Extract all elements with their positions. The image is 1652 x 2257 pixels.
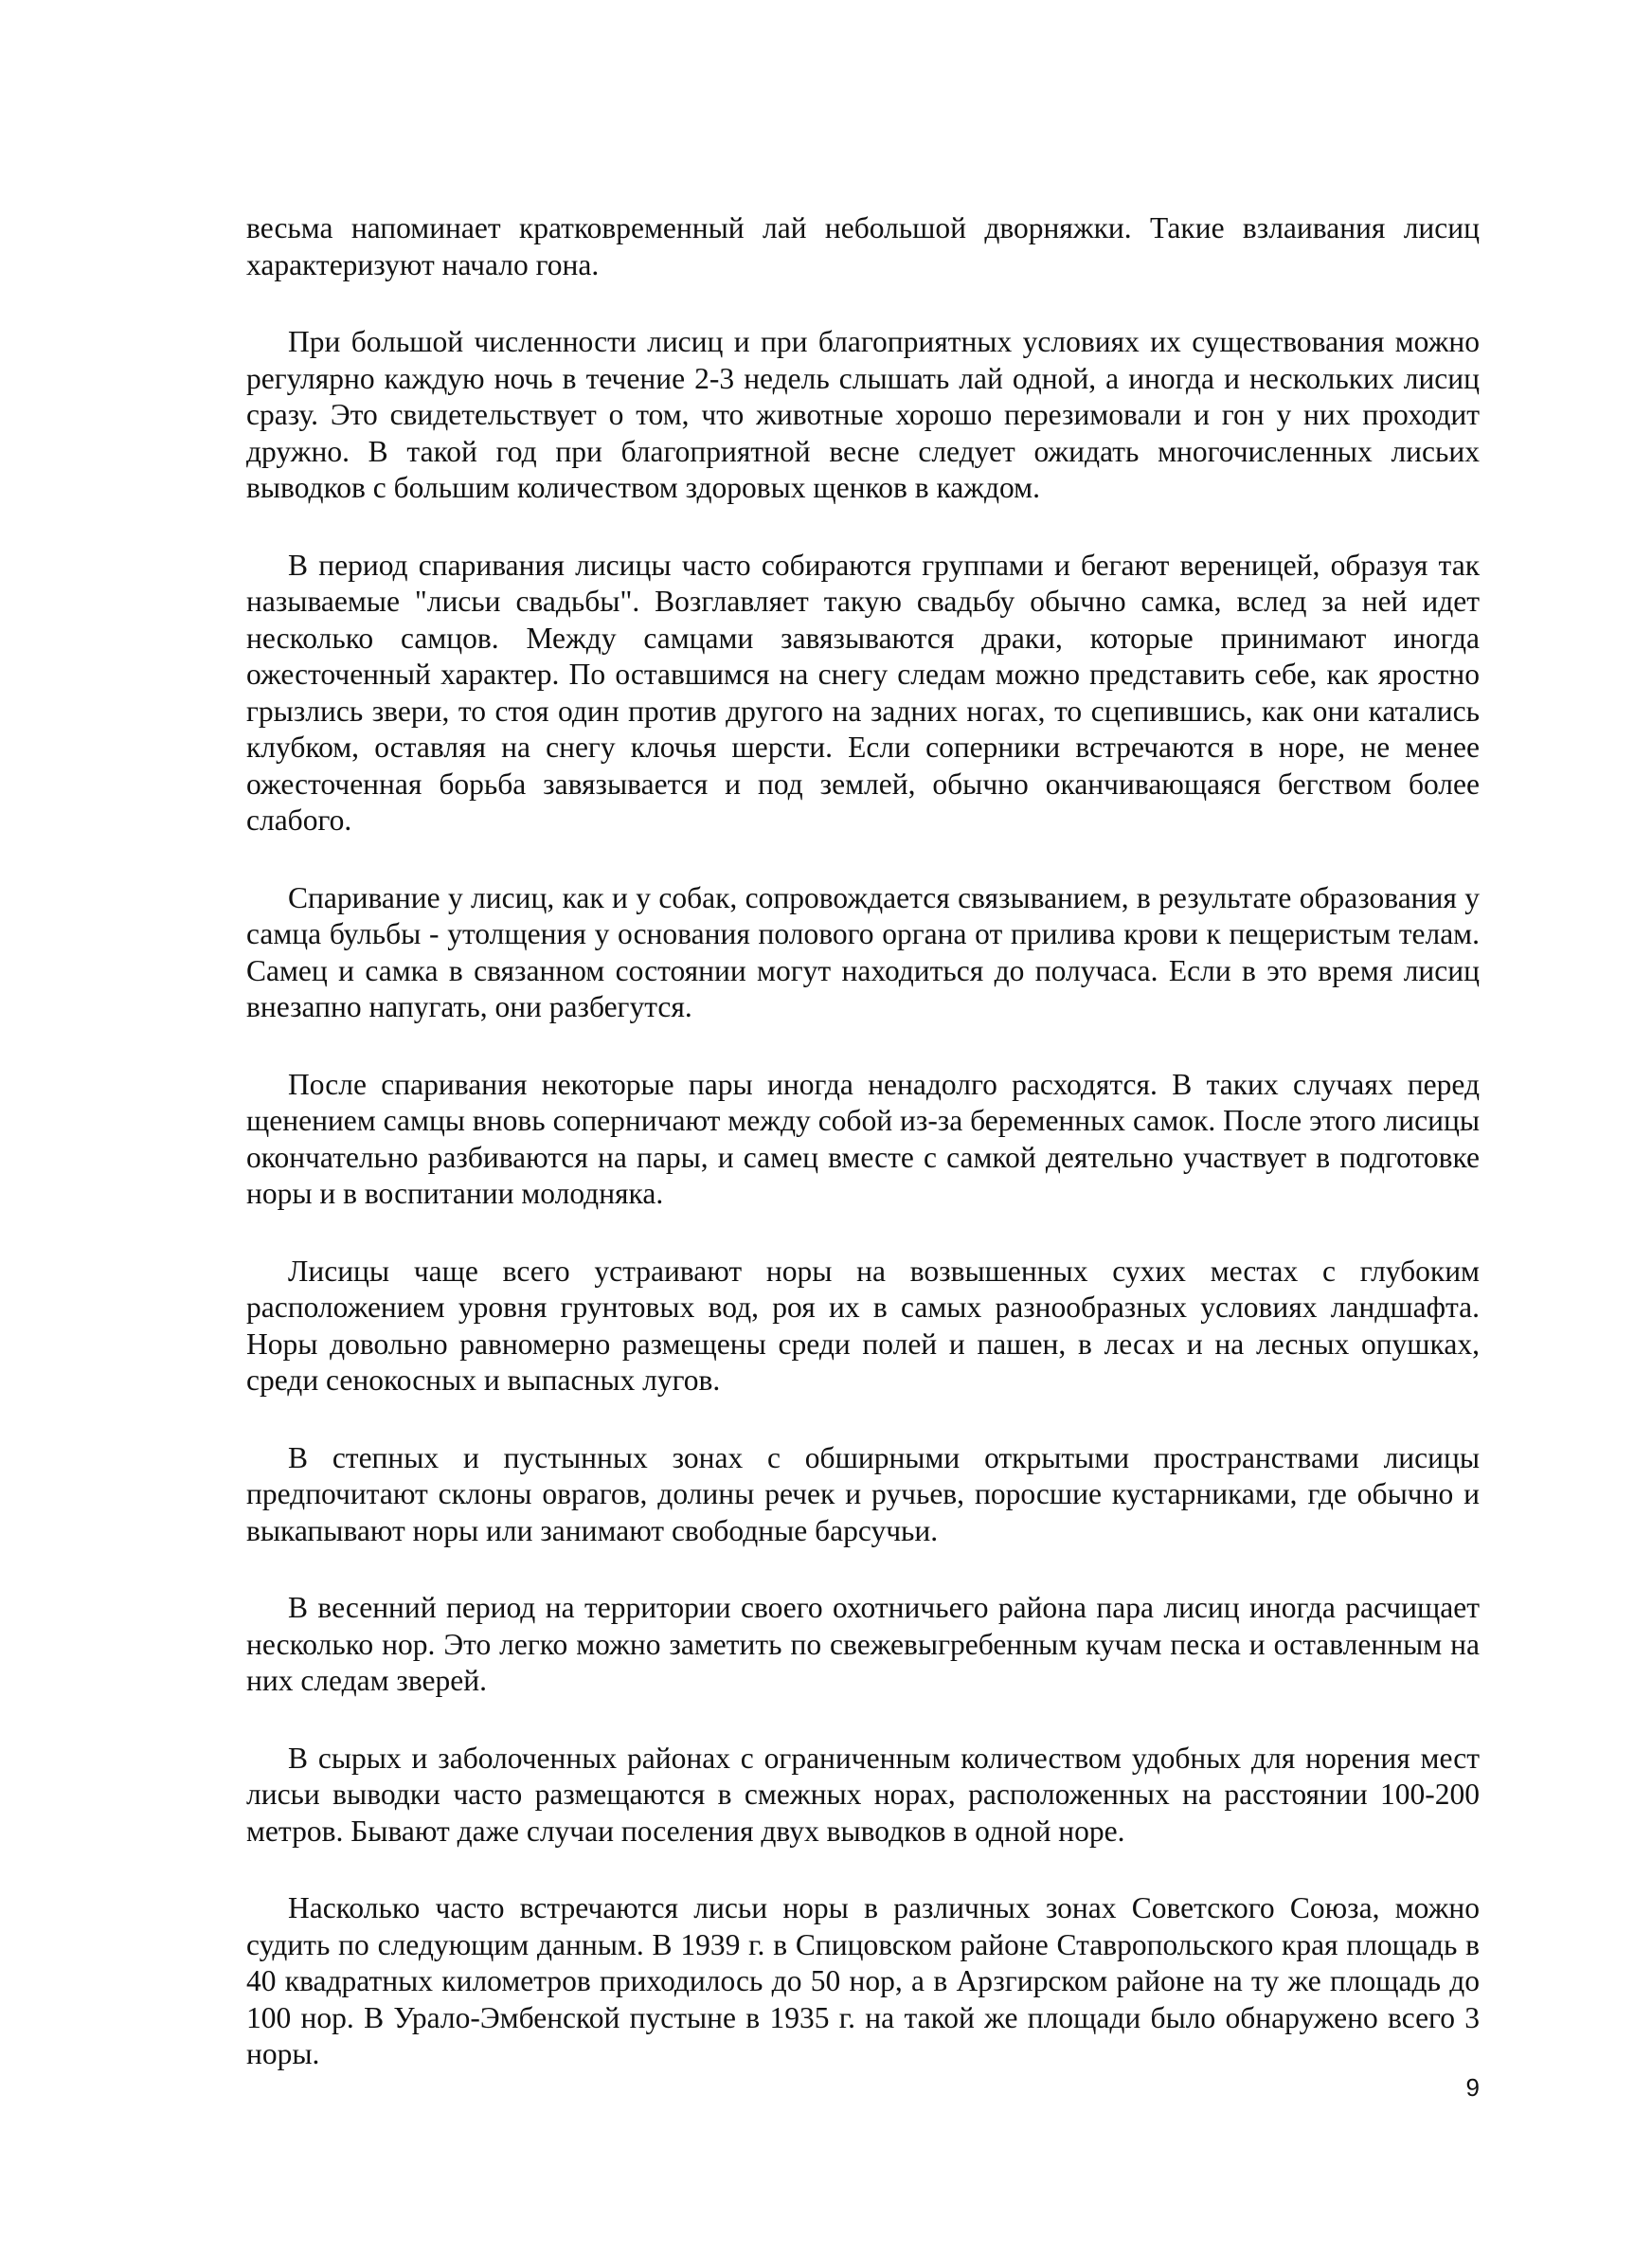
paragraph-3: В период спаривания лисицы часто собираются группами и бегают вереницей, образуя так называемые "лисьи свадьбы". Возглавляет такую свадьбу обычно самка, вслед за ней идет несколько самцов. Между самцами завязываются драки, которые принимают иногда ожесточенный характер. По оставшимся на снегу следам можно представить себе, как яростно грызлись звери, то стоя один против другого на задних ногах, то сцепившись, как они катались клубком, оставляя на снегу клочья шерсти. Если соперники встречаются в норе, не менее ожесточенная борьба завязывается и под землей, обычно оканчивающаяся бегством более слабого.: [246, 548, 1480, 837]
paragraph-1: весьма напоминает кратковременный лай небольшой дворняжки. Такие взлаивания лисиц характеризуют начало гона.: [246, 211, 1480, 281]
paragraph-5: После спаривания некоторые пары иногда ненадолго расходятся. В таких случаях перед щенением самцы вновь соперничают между собой из-за беременных самок. После этого лисицы окончательно разбиваются на пары, и самец вместе с самкой деятельно участвует в подготовке норы и в воспитании молодняка.: [246, 1067, 1480, 1210]
paragraph-10: Насколько часто встречаются лисьи норы в различных зонах Советского Союза, можно судить по следующим данным. В 1939 г. в Спицовском районе Ставропольского края площадь в 40 квадратных километров приходилось до 50 нор, а в Арзгирском районе на ту же площадь до 100 нор. В Урало-Эмбенской пустыне в 1935 г. на такой же площади было обнаружено всего 3 норы.: [246, 1891, 1480, 2070]
paragraph-7: В степных и пустынных зонах с обширными открытыми пространствами лисицы предпочитают склоны оврагов, долины речек и ручьев, поросшие кустарниками, где обычно и выкапывают норы или занимают свободные барсучьи.: [246, 1440, 1480, 1547]
paragraph-9: В сырых и заболоченных районах с ограниченным количеством удобных для норения мест лисьи выводки часто размещаются в смежных норах, расположенных на расстоянии 100-200 метров. Бывают даже случаи поселения двух выводков в одной норе.: [246, 1741, 1480, 1848]
paragraph-6: Лисицы чаще всего устраивают норы на возвышенных сухих местах с глубоким расположением уровня грунтовых вод, роя их в самых разнообразных условиях ландшафта. Норы довольно равномерно размещены среди полей и пашен, в лесах и на лесных опушках, среди сенокосных и выпасных лугов.: [246, 1254, 1480, 1397]
page-body: [246, 210, 1480, 2114]
paragraph-4: Спаривание у лисиц, как и у собак, сопровождается связыванием, в результате образования у самца бульбы - утолщения у основания полового органа от прилива крови к пещеристым телам. Самец и самка в связанном состоянии могут находиться до получаса. Если в это время лисиц внезапно напугать, они разбегутся.: [246, 880, 1480, 1023]
paragraph-8: В весенний период на территории своего охотничьего района пара лисиц иногда расчищает несколько нор. Это легко можно заметить по свежевыгребенным кучам песка и оставленным на них следам зверей.: [246, 1591, 1480, 1697]
paragraph-2: При большой численности лисиц и при благоприятных условиях их существования можно регулярно каждую ночь в течение 2-3 недель слышать лай одной, а иногда и нескольких лисиц сразу. Это свидетельствует о том, что животные хорошо перезимовали и гон у них проходит дружно. В такой год при благоприятной весне следует ожидать многочисленных лисьих выводков с большим количеством здоровых щенков в каждом.: [246, 325, 1480, 504]
page-number: 9: [1465, 2073, 1480, 2102]
